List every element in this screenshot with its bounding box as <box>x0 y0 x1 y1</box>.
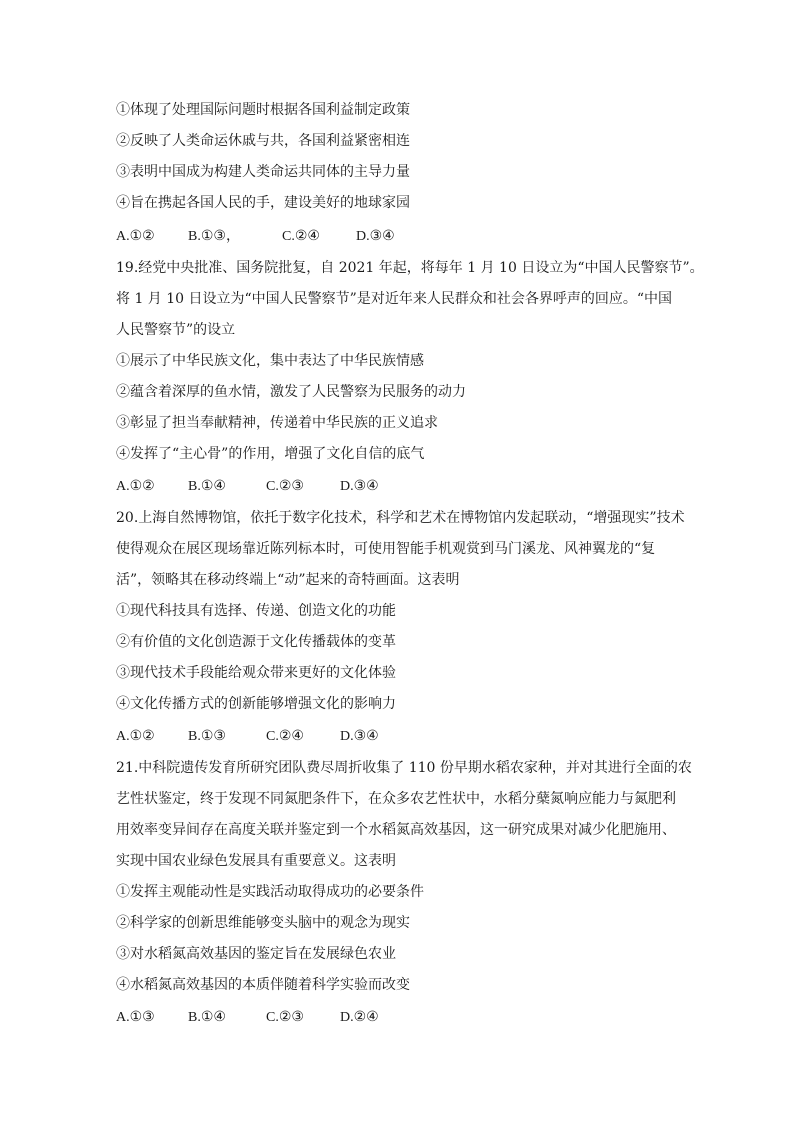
q20-option-4: ④文化传播方式的创新能够增强文化的影响力 <box>116 696 396 712</box>
q18-option-1: ①体现了处理国际问题时根据各国利益制定政策 <box>116 102 410 118</box>
q21-option-3: ③对水稻氮高效基因的鉴定旨在发展绿色农业 <box>116 946 396 962</box>
q21-stem-line-1: 21.中科院遗传发育所研究团队费尽周折收集了 110 份早期水稻农家种，并对其进行全面的农 <box>116 760 692 776</box>
q20-stem-line-2: 使得观众在展区现场靠近陈列标本时，可使用智能手机观赏到马门溪龙、风神翼龙的“复 <box>116 541 656 557</box>
q21-choice-d: D.②④ <box>340 1010 379 1025</box>
q19-answer-choices <box>116 477 379 497</box>
q20-choice-b: B.①③ <box>188 729 226 744</box>
q21-option-4: ④水稻氮高效基因的本质伴随着科学实验而改变 <box>116 977 410 993</box>
q21-answer-choices <box>116 1008 379 1028</box>
q20-stem-line-1: 20.上海自然博物馆，依托于数字化技术，科学和艺术在博物馆内发起联动，“增强现实”技术 <box>116 510 685 526</box>
q21-option-2: ②科学家的创新思维能够变头脑中的观念为现实 <box>116 915 410 931</box>
q19-stem-line-3: 人民警察节”的设立 <box>116 322 236 338</box>
q20-answer-choices <box>116 727 379 747</box>
q19-option-1: ①展示了中华民族文化，集中表达了中华民族情感 <box>116 353 424 369</box>
q19-choice-c: C.②③ <box>266 479 304 494</box>
q21-stem-line-2: 艺性状鉴定，终于发现不同氮肥条件下，在众多农艺性状中，水稻分蘖氮响应能力与氮肥利 <box>116 791 676 807</box>
q21-stem-line-4: 实现中国农业绿色发展具有重要意义。这表明 <box>116 853 396 869</box>
q19-stem-line-1: 19.经党中央批准、国务院批复，自 2021 年起，将每年 1 月 10 日设立为“中国人民警察节”。 <box>116 260 704 276</box>
q19-stem-line-2: 将 1 月 10 日设立为“中国人民警察节”是对近年来人民群众和社会各界呼声的回应。“中国 <box>116 291 672 307</box>
q18-option-4: ④旨在携起各国人民的手，建设美好的地球家园 <box>116 195 410 211</box>
q18-answer-choices <box>116 227 395 247</box>
q20-stem <box>116 508 691 601</box>
q19-choice-d: D.③④ <box>340 479 379 494</box>
q21-choice-a: A.①③ <box>116 1010 155 1025</box>
q21-choice-b: B.①④ <box>188 1010 226 1025</box>
q21-stem-line-3: 用效率变异间存在高度关联并鉴定到一个水稻氮高效基因，这一研究成果对减少化肥施用、 <box>116 822 676 838</box>
q19-option-2: ②蕴含着深厚的鱼水情，激发了人民警察为民服务的动力 <box>116 384 466 400</box>
q20-choice-d: D.③④ <box>340 729 379 744</box>
q18-choice-c: C.②④ <box>282 229 320 244</box>
q20-option-1: ①现代科技具有选择、传递、创造文化的功能 <box>116 603 396 619</box>
q20-choice-a: A.①② <box>116 729 155 744</box>
q18-option-3: ③表明中国成为构建人类命运共同体的主导力量 <box>116 164 410 180</box>
q21-option-1: ①发挥主观能动性是实践活动取得成功的必要条件 <box>116 884 424 900</box>
q20-stem-line-3: 活”，领略其在移动终端上“动”起来的奇特画面。这表明 <box>116 572 460 588</box>
q18-choice-d: D.③④ <box>356 229 395 244</box>
q20-choice-c: C.②④ <box>266 729 304 744</box>
q18-option-2: ②反映了人类命运休戚与共，各国利益紧密相连 <box>116 133 410 149</box>
q19-option-3: ③彰显了担当奉献精神，传递着中华民族的正义追求 <box>116 415 438 431</box>
q19-stem <box>116 258 704 351</box>
q19-choice-a: A.①② <box>116 479 155 494</box>
q18-choice-b: B.①③， <box>188 229 240 244</box>
q21-choice-c: C.②③ <box>266 1010 304 1025</box>
q19-choice-b: B.①④ <box>188 479 226 494</box>
q20-option-3: ③现代技术手段能给观众带来更好的文化体验 <box>116 665 396 681</box>
q18-choice-a: A.①② <box>116 229 155 244</box>
q20-option-2: ②有价值的文化创造源于文化传播载体的变革 <box>116 634 396 650</box>
q19-option-4: ④发挥了“主心骨”的作用，增强了文化自信的底气 <box>116 446 425 462</box>
q21-stem <box>116 758 691 882</box>
